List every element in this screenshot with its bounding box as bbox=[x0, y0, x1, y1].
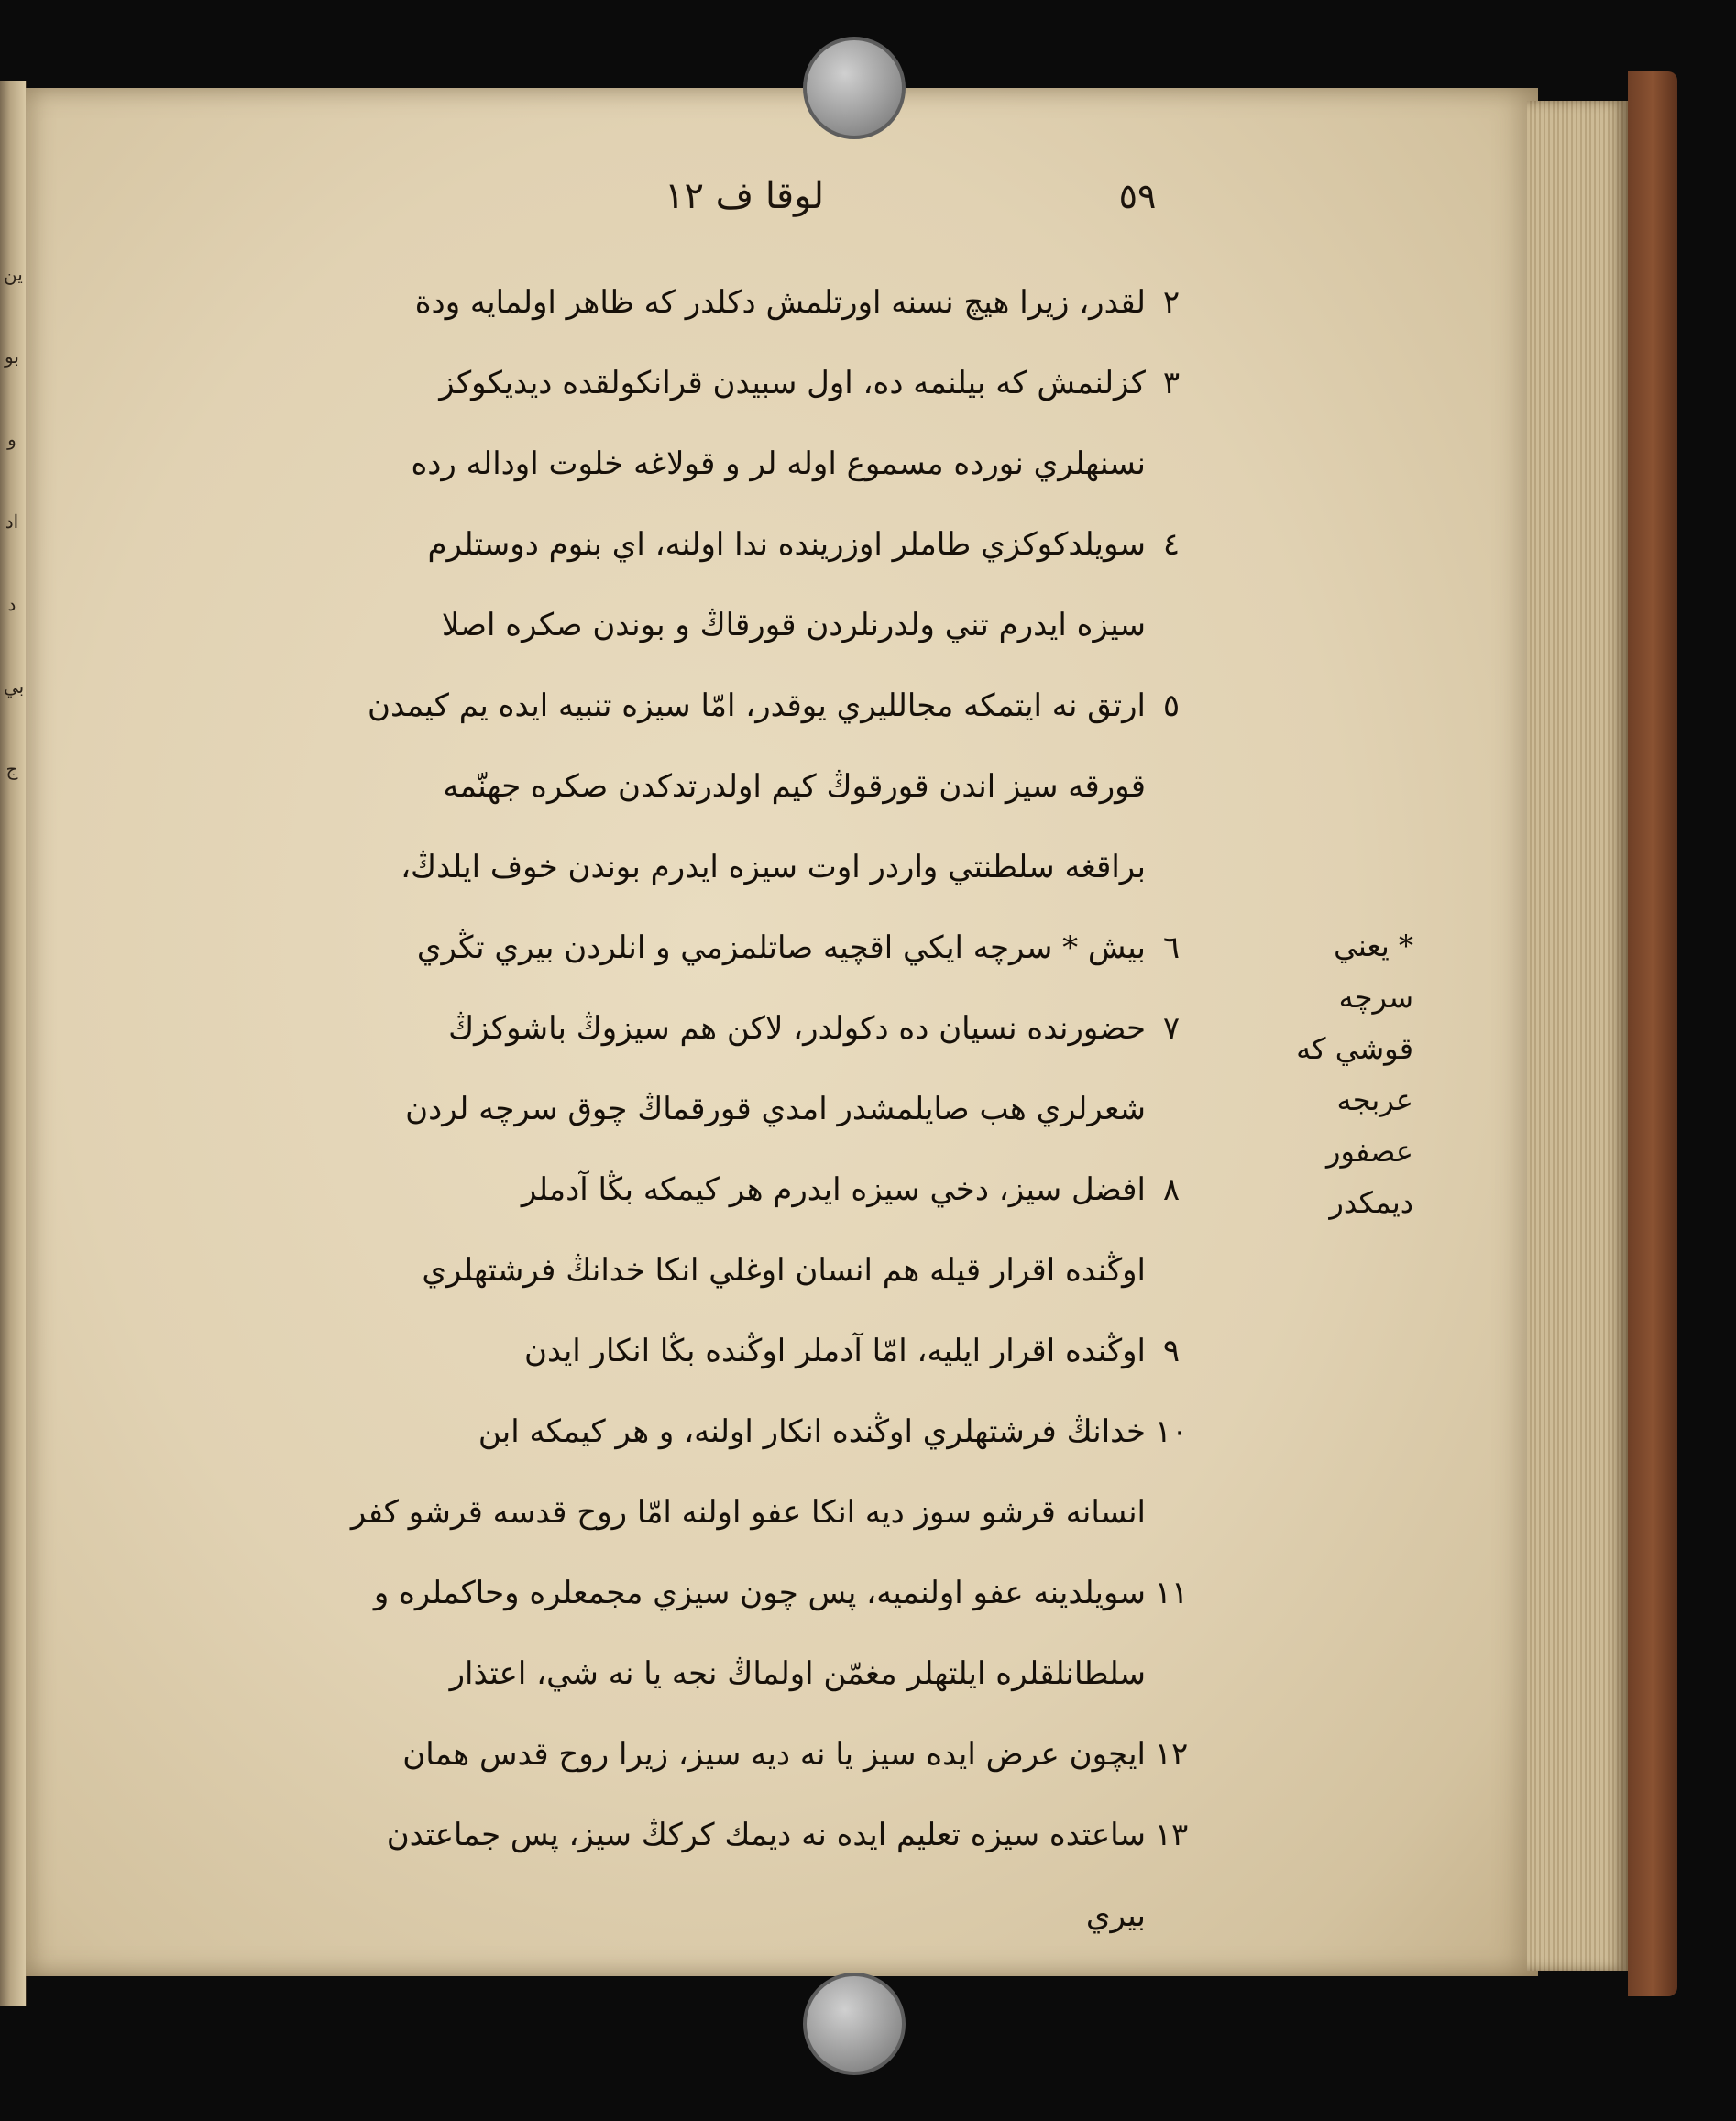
text-line bbox=[128, 1553, 1192, 1633]
page-number: ٥٩ bbox=[1118, 176, 1157, 216]
line-text: ايچون عرض ايده سيز يا نه ديه سيز، زيرا روح قدس همان bbox=[402, 1736, 1146, 1773]
verse-number: ٥ bbox=[1162, 687, 1181, 724]
margin-note-line: سرچه bbox=[1338, 980, 1413, 1015]
text-line bbox=[128, 827, 1192, 907]
text-line bbox=[128, 746, 1192, 827]
verse-number: ١٠ bbox=[1154, 1413, 1189, 1450]
line-text: قورقه سيز اندن قورقوڭ كيم اولدرتدكدن صكره جهنّمه bbox=[443, 768, 1146, 805]
line-text: سيزه ايدرم تني ولدرنلردن قورقاڭ و بوندن صكره اصلا bbox=[441, 607, 1146, 643]
line-text: اوڭنده اقرار ايليه، امّا آدملر اوڭنده بڭا انكار ايدن bbox=[524, 1333, 1146, 1369]
line-text: سويلدينه عفو اولنميه، پس چون سيزي مجمعلره وحاكملره و bbox=[373, 1575, 1146, 1611]
facing-page-edge bbox=[0, 81, 27, 2006]
margin-note-line: قوشي كه bbox=[1296, 1031, 1413, 1066]
line-text: شعرلري هب صايلمشدر امدي قورقماڭ چوق سرچه لردن bbox=[405, 1091, 1146, 1127]
page-clip-bottom bbox=[803, 1973, 906, 2075]
text-line bbox=[128, 504, 1192, 585]
text-line bbox=[128, 262, 1192, 343]
text-line bbox=[128, 1795, 1192, 1875]
facing-page-mark: ج bbox=[5, 758, 18, 780]
page-header bbox=[0, 169, 1736, 224]
line-text: اوڭنده اقرار قيله هم انسان اوغلي انكا خدانڭ فرشتهلري bbox=[422, 1252, 1146, 1289]
text-line bbox=[128, 1875, 1192, 1956]
line-text: سلطانلقلره ايلتهلر مغمّن اولماڭ نجه يا نه شي، اعتذار bbox=[449, 1655, 1146, 1692]
verse-number: ٧ bbox=[1162, 1010, 1181, 1047]
verse-number: ٦ bbox=[1162, 929, 1181, 966]
text-line bbox=[128, 907, 1192, 988]
verse-number: ١٢ bbox=[1154, 1736, 1189, 1773]
page-clip-top bbox=[803, 37, 906, 139]
text-line bbox=[128, 988, 1192, 1069]
text-line bbox=[128, 1149, 1192, 1230]
margin-note-line: ديمكدر bbox=[1329, 1185, 1413, 1220]
line-text: بيش * سرچه ايكي اقچيه صاتلمزمي و انلردن بيري تڭري bbox=[416, 929, 1146, 966]
margin-note-line: * يعني bbox=[1334, 929, 1413, 963]
text-line bbox=[128, 1714, 1192, 1795]
line-text: انسانه قرشو سوز ديه انكا عفو اولنه امّا روح قدسه قرشو كفر bbox=[350, 1494, 1146, 1531]
book-cover-edge bbox=[1628, 71, 1677, 1996]
line-text: خدانڭ فرشتهلري اوڭنده انكار اولنه، و هر كيمكه ابن bbox=[478, 1413, 1146, 1450]
facing-page-mark: بو bbox=[5, 346, 19, 368]
text-line bbox=[128, 1633, 1192, 1714]
facing-page-mark: د bbox=[7, 593, 16, 615]
line-text: ساعتده سيزه تعليم ايده نه ديمك كركڭ سيز، پس جماعتدن bbox=[386, 1817, 1146, 1853]
text-line bbox=[128, 1472, 1192, 1553]
verse-number: ٣ bbox=[1162, 365, 1181, 401]
line-text: لقدر، زيرا هيچ نسنه اورتلمش دكلدر كه ظاهر اولمايه ودة bbox=[414, 284, 1146, 321]
verse-number: ٨ bbox=[1162, 1171, 1181, 1208]
line-text: ارتق نه ايتمكه مجالليري يوقدر، امّا سيزه تنبيه ايده يم كيمدن bbox=[368, 687, 1146, 724]
line-text: براقغه سلطنتي واردر اوت سيزه ايدرم بوندن خوف ايلدڭ، bbox=[401, 849, 1146, 885]
margin-note-line: عربجه bbox=[1336, 1082, 1413, 1117]
facing-page-mark: بي bbox=[4, 676, 25, 698]
verse-number: ١٣ bbox=[1154, 1817, 1189, 1853]
line-text: كزلنمش كه بيلنمه ده، اول سبيدن قرانكولقده ديديكوكز bbox=[439, 365, 1146, 401]
text-line bbox=[128, 1069, 1192, 1149]
line-text: حضورنده نسيان ده دكولدر، لاكن هم سيزوڭ باشوكزڭ bbox=[448, 1010, 1146, 1047]
text-line bbox=[128, 585, 1192, 665]
facing-page-mark: ين bbox=[4, 263, 23, 285]
text-line bbox=[128, 1230, 1192, 1311]
facing-page-mark: اد bbox=[5, 511, 19, 533]
margin-note-line: عصفور bbox=[1325, 1134, 1413, 1169]
body-text bbox=[128, 262, 1192, 1956]
facing-page-mark: و bbox=[7, 428, 16, 450]
text-line bbox=[128, 665, 1192, 746]
line-text: بيري bbox=[1085, 1897, 1146, 1934]
line-text: افضل سيز، دخي سيزه ايدرم هر كيمكه بڭا آدملر bbox=[521, 1171, 1146, 1208]
verse-number: ٤ bbox=[1162, 526, 1181, 563]
line-text: نسنهلري نورده مسموع اوله لر و قولاغه خلوت اوداله رده bbox=[411, 445, 1146, 482]
text-line bbox=[128, 343, 1192, 423]
verse-number: ١١ bbox=[1154, 1575, 1189, 1611]
text-line bbox=[128, 423, 1192, 504]
running-head: لوقا ف ١٢ bbox=[664, 175, 825, 217]
page-fore-edge bbox=[1527, 101, 1628, 1971]
line-text: سويلدكوكزي طاملر اوزرينده ندا اولنه، اي بنوم دوستلرم bbox=[427, 526, 1146, 563]
verse-number: ٩ bbox=[1162, 1333, 1181, 1369]
verse-number: ٢ bbox=[1162, 284, 1181, 321]
margin-note bbox=[1239, 920, 1413, 1228]
text-line bbox=[128, 1391, 1192, 1472]
text-line bbox=[128, 1311, 1192, 1391]
